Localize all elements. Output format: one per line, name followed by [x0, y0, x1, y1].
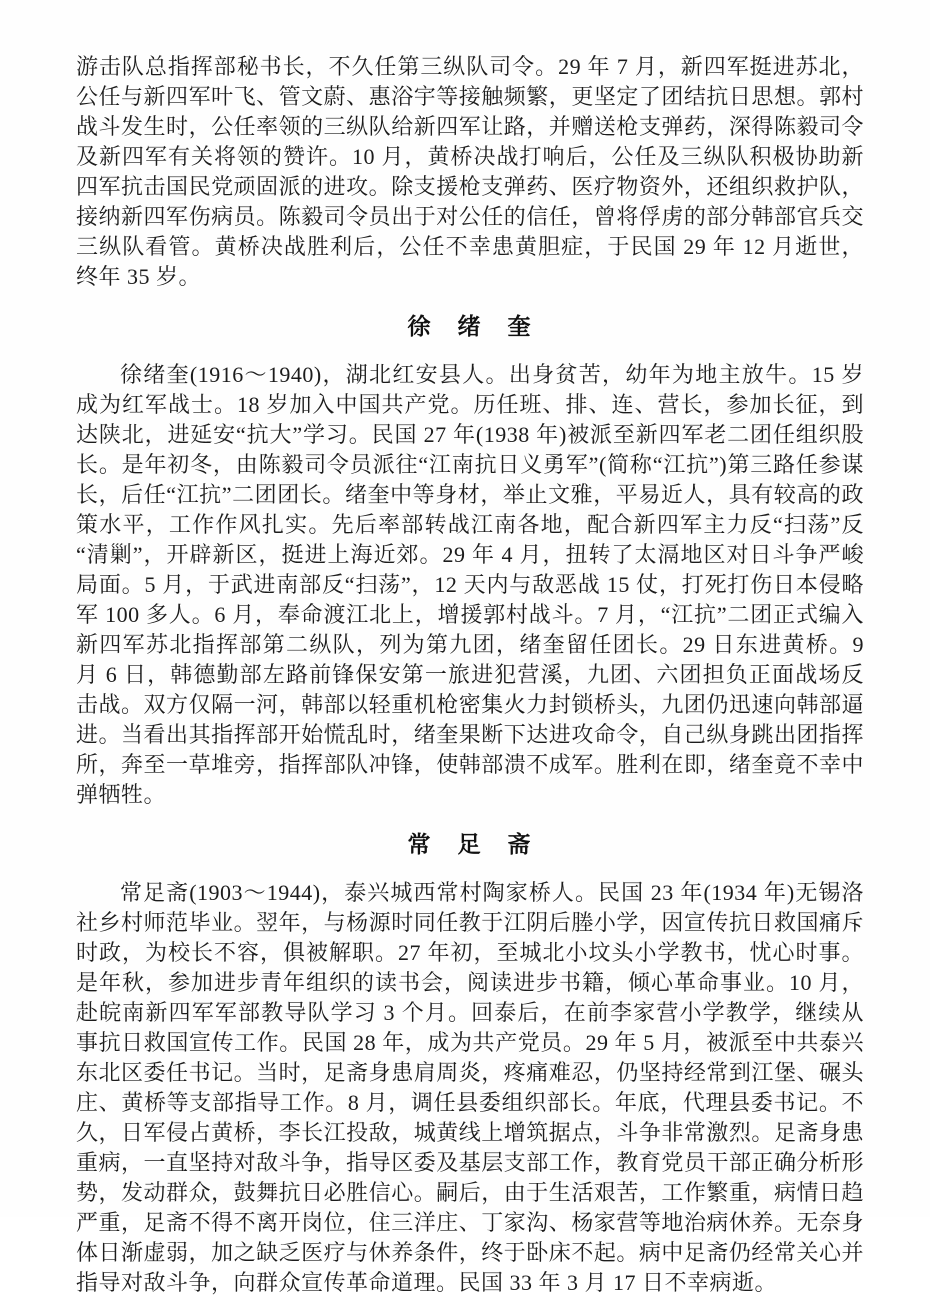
paragraph-xu-xukui-biography: 徐绪奎(1916～1940)，湖北红安县人。出身贫苦，幼年为地主放牛。15 岁成为红军战士。18 岁加入中国共产党。历任班、排、连、营长，参加长征，到达陕北，进延安“抗大”学习。民国 27 年(1938 年)被派至新四军老二团任组织股长。是年初冬，由陈毅司令员派往“江南抗日义勇军”(简称“江抗”)第三路任参谋长，后任“江抗”二团团长。绪奎中等身材，举止文雅，平易近人，具有较高的政策水平，工作作风扎实。先后率部转战江南各地，配合新四军主力反“扫荡”反“清剿”，开辟新区，挺进上海近郊。29 年 4 月，扭转了太滆地区对日斗争严峻局面。5 月，于武进南部反“扫荡”，12 天内与敌恶战 15 仗，打死打伤日本侵略军 100 多人。6 月，奉命渡江北上，增援郭村战斗。7 月，“江抗”二团正式编入新四军苏北指挥部第二纵队，列为第九团，绪奎留任团长。29 日东进黄桥。9 月 6 日，韩德勤部左路前锋保安第一旅进犯营溪，九团、六团担负正面战场反击战。双方仅隔一河，韩部以轻重机枪密集火力封锁桥头，九团仍迅速向韩部逼进。当看出其指挥部开始慌乱时，绪奎果断下达进攻命令，自己纵身跳出团指挥所，奔至一草堆旁，指挥部队冲锋，使韩部溃不成军。胜利在即，绪奎竟不幸中弹牺牲。	[76, 362, 864, 807]
section-heading-xu-xukui: 徐 绪 奎	[407, 314, 533, 339]
paragraph-previous-biography-continuation: 游击队总指挥部秘书长，不久任第三纵队司令。29 年 7 月，新四军挺进苏北，公任与新四军叶飞、管文蔚、惠浴宇等接触频繁，更坚定了团结抗日思想。郭村战斗发生时，公任率领的三纵队给新四军让路，并赠送枪支弹药，深得陈毅司令及新四军有关将领的赞许。10 月，黄桥决战打响后，公任及三纵队积极协助新四军抗击国民党顽固派的进攻。除支援枪支弹药、医疗物资外，还组织救护队，接纳新四军伤病员。陈毅司令员出于对公任的信任，曾将俘虏的部分韩部官兵交三纵队看管。黄桥决战胜利后，公任不幸患黄胆症，于民国 29 年 12 月逝世，终年 35 岁。	[76, 54, 864, 289]
paragraph-chang-zuzhai-biography: 常足斋(1903～1944)，泰兴城西常村陶家桥人。民国 23 年(1934 年)无锡洛社乡村师范毕业。翌年，与杨源时同任教于江阴后塍小学，因宣传抗日救国痛斥时政，为校长不容，俱被解职。27 年初，至城北小坟头小学教书，忧心时事。是年秋，参加进步青年组织的读书会，阅读进步书籍，倾心革命事业。10 月，赴皖南新四军军部教导队学习 3 个月。回泰后，在前李家营小学教学，继续从事抗日救国宣传工作。民国 28 年，成为共产党员。29 年 5 月，被派至中共泰兴东北区委任书记。当时，足斋身患肩周炎，疼痛难忍，仍坚持经常到江堡、碾头庄、黄桥等支部指导工作。8 月，调任县委组织部长。年底，代理县委书记。不久，日军侵占黄桥，李长江投敌，城黄线上增筑据点，斗争非常激烈。足斋身患重病，一直坚持对敌斗争，指导区委及基层支部工作，教育党员干部正确分析形势，发动群众，鼓舞抗日必胜信心。嗣后，由于生活艰苦，工作繁重，病情日趋严重，足斋不得不离开岗位，住三洋庄、丁家沟、杨家营等地治病休养。无奈身体日渐虚弱，加之缺乏医疗与休养条件，终于卧床不起。病中足斋仍经常关心并指导对敌斗争，向群众宣传革命道理。民国 33 年 3 月 17 日不幸病逝。	[76, 880, 864, 1295]
text-block	[76, 52, 864, 1298]
section-heading-chang-zuzhai: 常 足 斋	[407, 832, 533, 857]
